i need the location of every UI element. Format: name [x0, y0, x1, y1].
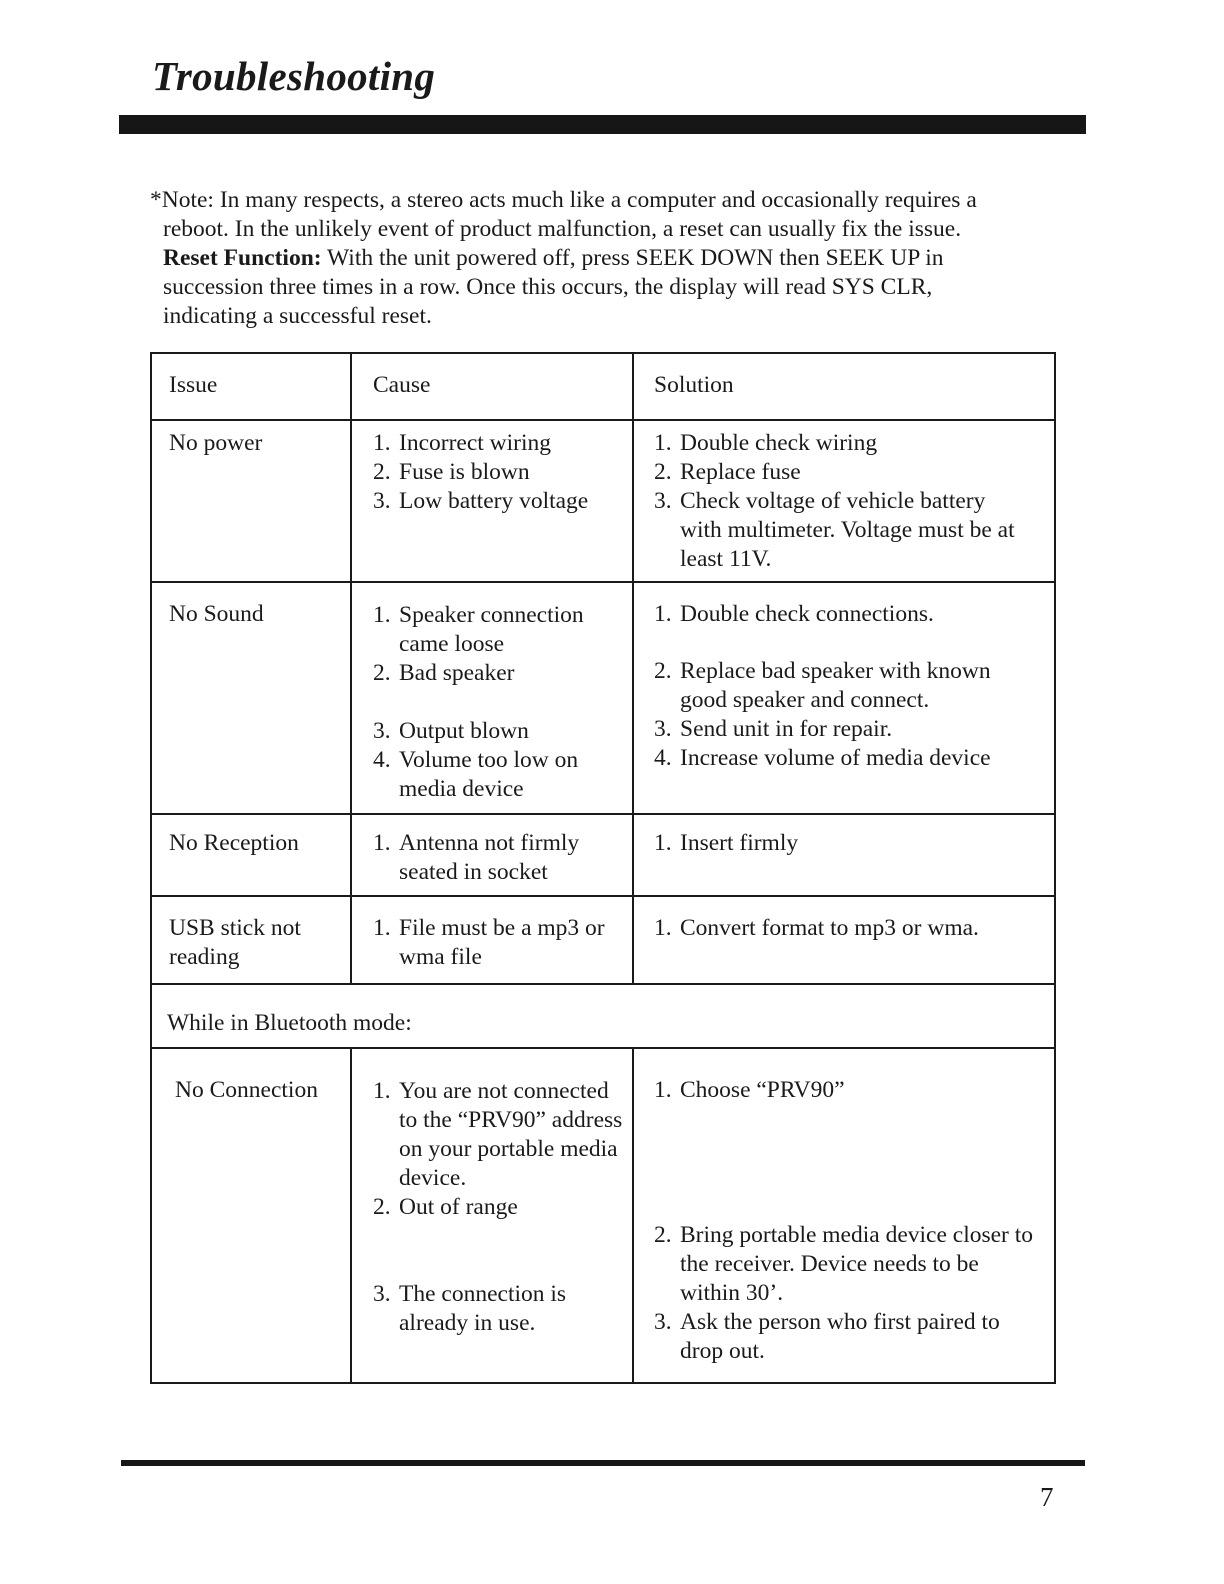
- solution-item: 1. Choose “PRV90”: [654, 1077, 845, 1103]
- cause-item: 1. Incorrect wiring: [373, 430, 552, 456]
- cause-item: 2. Bad speaker: [373, 660, 515, 686]
- solutions-no-reception: [654, 829, 1019, 858]
- solutions-no-connection: [654, 1076, 1039, 1366]
- causes-no-connection: [373, 1077, 629, 1338]
- issue-no-sound: No Sound: [169, 601, 264, 627]
- solution-item: 3. Send unit in for repair.: [654, 716, 893, 742]
- table-border: [150, 419, 1056, 421]
- solution-item: 2. Replace fuse: [654, 459, 801, 485]
- cause-item: 1. Antenna not firmly seated in socket: [373, 830, 580, 885]
- cause-item: 1. File must be a mp3 or wma file: [373, 915, 605, 970]
- issue-no-reception: No Reception: [169, 830, 299, 856]
- note-line-5: indicating a successful reset.: [163, 303, 432, 329]
- solutions-no-power: [654, 429, 1019, 574]
- solution-item: 3. Check voltage of vehicle battery with multimeter. Voltage must be at least 11V.: [654, 488, 1015, 572]
- cause-item: 3. Output blown: [373, 718, 529, 744]
- note-line-1: *Note: In many respects, a stereo acts much like a computer and occasionally requires a: [150, 187, 977, 213]
- solution-item: 1. Convert format to mp3 or wma.: [654, 915, 979, 941]
- causes-usb-stick: [373, 914, 618, 972]
- table-border: [150, 581, 1056, 583]
- solution-item: 1. Double check connections.: [654, 601, 934, 627]
- header-cause: Cause: [373, 372, 431, 398]
- solution-item: 3. Ask the person who first paired to drop out.: [654, 1309, 1000, 1364]
- solution-item: 2. Bring portable media device closer to the receiver. Device needs to be within 30’.: [654, 1222, 1034, 1306]
- table-border: [150, 352, 1056, 354]
- header-issue: Issue: [169, 372, 218, 398]
- solution-item: 2. Replace bad speaker with known good speaker and connect.: [654, 658, 991, 713]
- reset-instructions: With the unit powered off, press SEEK DOWN then SEEK UP in: [321, 245, 944, 271]
- table-border: [632, 352, 634, 985]
- cause-item: 1. Speaker connection came loose: [373, 602, 584, 657]
- cause-item: 3. The connection is already in use.: [373, 1281, 567, 1336]
- bluetooth-section-heading: While in Bluetooth mode:: [167, 1010, 412, 1036]
- table-border: [150, 352, 152, 1384]
- page-title: Troubleshooting: [152, 53, 436, 99]
- note-line-4: succession three times in a row. Once this occurs, the display will read SYS CLR,: [163, 274, 933, 300]
- table-border: [350, 1047, 352, 1384]
- issue-no-connection: No Connection: [175, 1077, 318, 1103]
- note-line-2: reboot. In the unlikely event of product malfunction, a reset can usually fix the issue.: [163, 216, 962, 242]
- cause-item: 2. Fuse is blown: [373, 459, 530, 485]
- table-border: [150, 1382, 1056, 1384]
- issue-usb-stick: USB stick not reading: [169, 915, 301, 970]
- solutions-usb-stick: [654, 914, 1034, 943]
- cause-item: 2. Out of range: [373, 1194, 518, 1220]
- table-border: [632, 1047, 634, 1384]
- table-border: [150, 895, 1056, 897]
- issue-no-power: No power: [169, 430, 263, 456]
- table-border: [150, 813, 1056, 815]
- solution-item: 4. Increase volume of media device: [654, 745, 991, 771]
- causes-no-sound: [373, 601, 618, 804]
- cause-item: 4. Volume too low on media device: [373, 747, 579, 802]
- page-number: 7: [1040, 1482, 1054, 1512]
- cause-item: 1. You are not connected to the “PRV90” address on your portable media device.: [373, 1078, 623, 1191]
- table-border: [350, 352, 352, 985]
- solutions-no-sound: [654, 600, 1019, 773]
- table-border: [150, 1047, 1056, 1049]
- causes-no-power: [373, 429, 623, 516]
- solution-item: 1. Insert firmly: [654, 830, 799, 856]
- cause-item: 3. Low battery voltage: [373, 488, 589, 514]
- table-border: [1054, 352, 1056, 1384]
- causes-no-reception: [373, 829, 618, 887]
- header-solution: Solution: [654, 372, 734, 398]
- reset-function-label: Reset Function:: [163, 245, 322, 271]
- table-border: [150, 983, 1056, 985]
- footer-rule: [121, 1460, 1085, 1466]
- solution-item: 1. Double check wiring: [654, 430, 878, 456]
